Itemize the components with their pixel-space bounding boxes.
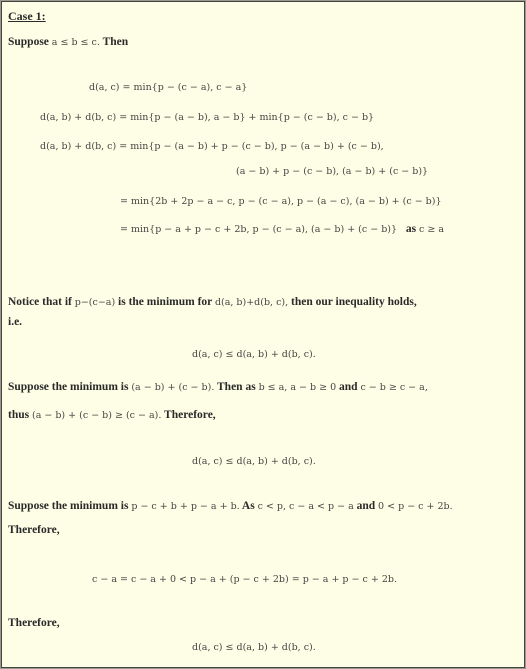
display-row-6	[120, 223, 444, 235]
case-b-line-2: Therefore,	[8, 524, 60, 536]
case-a-text-4: thus	[8, 409, 30, 421]
notice-text-3: then our inequality holds,	[291, 296, 417, 308]
case-b-math-3: 0 < p − c + 2b.	[378, 501, 453, 512]
case-a-math-3: c − b ≥ c − a,	[360, 382, 428, 393]
notice-line-1	[8, 296, 417, 308]
display-row-6-as: as	[405, 223, 417, 235]
notice-math-1: p−(c−a)	[74, 297, 116, 308]
chain-equation: c − a = c − a + 0 < p − a + (p − c + 2b) = p − a + p − c + 2b.	[92, 574, 397, 585]
case-b-text-3: and	[356, 500, 376, 512]
case-a-line-2	[8, 409, 216, 421]
case-a-math-2: b ≤ a, a − b ≥ 0	[258, 382, 337, 393]
notice-text-1: Notice that if	[8, 296, 72, 308]
display-row-2: d(a, b) + d(b, c) = min{p − (a − b), a − b} + min{p − (c − b), c − b}	[40, 112, 375, 123]
case-a-math-1: (a − b) + (c − b).	[131, 382, 215, 393]
case-a-line-1	[8, 381, 428, 393]
case-a-math-4: (a − b) + (c − b) ≥ (c − a).	[31, 410, 162, 421]
proof-panel	[1, 1, 525, 668]
case-b-math-2: c < p, c − a < p − a	[257, 501, 354, 512]
notice-line-2: i.e.	[8, 316, 23, 328]
display-row-3: d(a, b) + d(b, c) = min{p − (a − b) + p − (c − b), p − (a − b) + (c − b),	[40, 141, 384, 152]
display-row-4: (a − b) + p − (c − b), (a − b) + (c − b)}	[236, 166, 429, 177]
therefore-final: Therefore,	[8, 617, 60, 629]
case-b-text-1: Suppose the minimum is	[8, 500, 129, 512]
case-b-line-1	[8, 500, 453, 512]
intro-line	[8, 36, 128, 48]
case-a-text-1: Suppose the minimum is	[8, 381, 129, 393]
case-a-text-5: Therefore,	[164, 409, 216, 421]
display-row-5: = min{2b + 2p − a − c, p − (c − a), p − (a − c), (a − b) + (c − b)}	[120, 196, 442, 207]
display-row-1: d(a, c) = min{p − (c − a), c − a}	[89, 82, 248, 93]
inequality-3: d(a, c) ≤ d(a, b) + d(b, c).	[192, 642, 316, 653]
notice-math-2: d(a, b)+d(b, c),	[214, 297, 289, 308]
notice-text-2: is the minimum for	[118, 296, 213, 308]
case-b-math-1: p − c + b + p − a + b.	[131, 501, 240, 512]
inequality-2: d(a, c) ≤ d(a, b) + d(b, c).	[192, 456, 316, 467]
case-a-text-3: and	[339, 381, 358, 393]
intro-tail: Then	[102, 36, 129, 48]
case-heading: Case 1:	[8, 9, 46, 23]
case-a-text-2: Then as	[217, 381, 256, 393]
display-row-6-math: = min{p − a + p − c + 2b, p − (c − a), (a − b) + (c − b)}	[120, 224, 398, 235]
case-b-text-2: As	[241, 500, 255, 512]
intro-math: a ≤ b ≤ c.	[51, 37, 100, 48]
inequality-1: d(a, c) ≤ d(a, b) + d(b, c).	[192, 349, 316, 360]
display-row-6-cond: c ≥ a	[419, 224, 444, 235]
intro-text: Suppose	[8, 36, 49, 48]
